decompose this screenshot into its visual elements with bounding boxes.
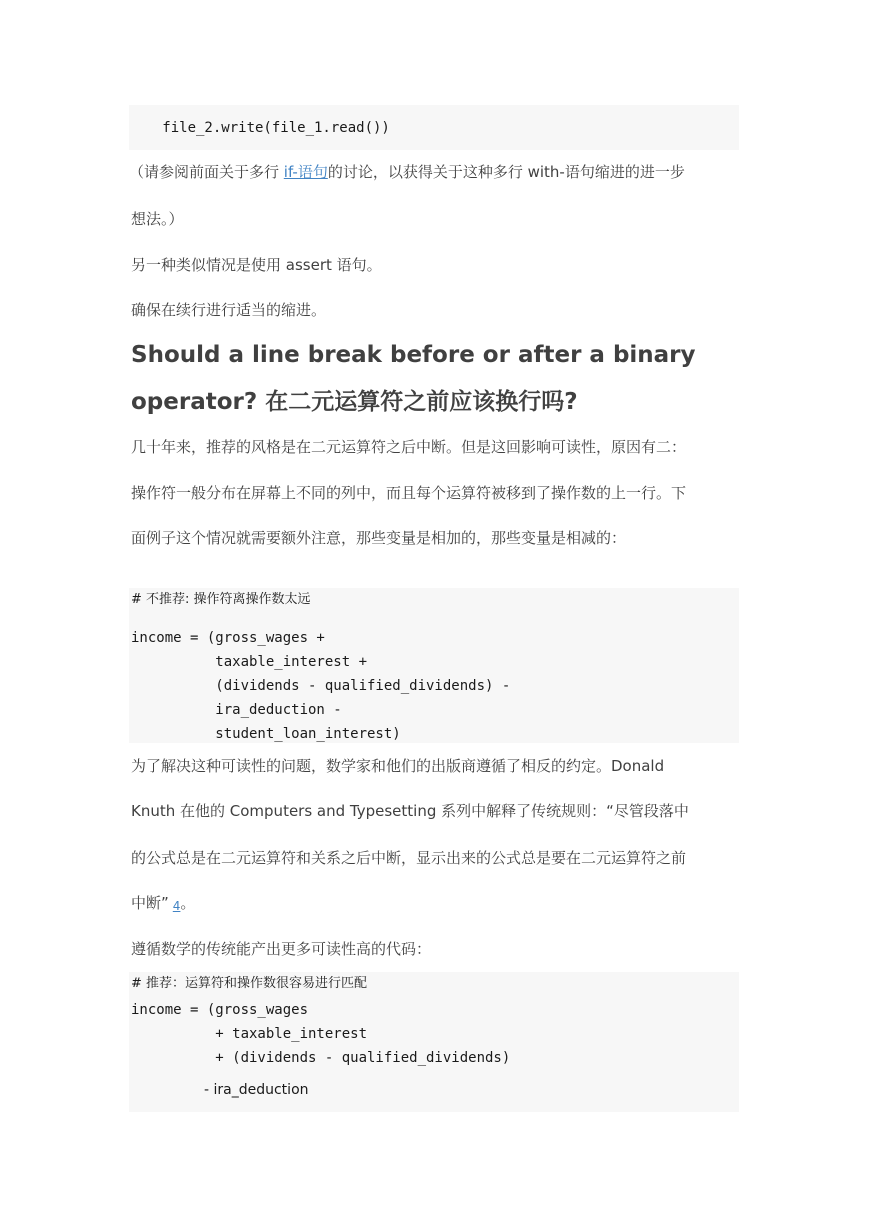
paragraph-text: 中断”: [131, 894, 169, 912]
code-line: - ira_deduction: [204, 1082, 309, 1098]
code-line: (dividends - qualified_dividends) -: [131, 678, 511, 694]
paragraph-text: 的讨论，以获得关于这种多行 with-语句缩进的进一步: [327, 163, 685, 181]
code-line: file_2.write(file_1.read()): [137, 120, 390, 136]
paragraph-line: Knuth 在他的 Computers and Typesetting 系列中解释了传统规则：“尽管段落中: [131, 802, 689, 820]
code-block-not-recommended: [129, 588, 739, 743]
code-line: ira_deduction -: [131, 702, 342, 718]
paragraph-line: 几十年来，推荐的风格是在二元运算符之后中断。但是这回影响可读性，原因有二：: [131, 438, 687, 456]
code-line: income = (gross_wages +: [131, 630, 325, 646]
if-statement-link[interactable]: if-语句: [283, 163, 328, 181]
paragraph-text: （请参阅前面关于多行: [129, 163, 284, 181]
paragraph-line: 的公式总是在二元运算符和关系之后中断，显示出来的公式总是要在二元运算符之前: [131, 849, 687, 867]
code-line: income = (gross_wages: [131, 1002, 309, 1018]
paragraph-text: 。: [180, 894, 196, 912]
code-line: + taxable_interest: [131, 1026, 368, 1042]
section-heading-line-2: operator? 在二元运算符之前应该换行吗?: [131, 389, 578, 415]
footnote-link[interactable]: 4: [172, 899, 181, 913]
code-comment: # 推荐：运算符和操作数很容易进行匹配: [131, 976, 368, 991]
code-comment: # 不推荐: 操作符离操作数太远: [131, 592, 311, 607]
paragraph-line: 想法。）: [131, 210, 184, 228]
paragraph-recommendation: 遵循数学的传统能产出更多可读性高的代码：: [131, 940, 432, 958]
code-line: + (dividends - qualified_dividends): [131, 1050, 511, 1066]
paragraph-line: [131, 893, 195, 916]
paragraph-assert: 另一种类似情况是使用 assert 语句。: [131, 256, 382, 274]
code-block-file-write: [129, 105, 739, 150]
paragraph-indent: 确保在续行进行适当的缩进。: [131, 301, 327, 319]
paragraph-line: 为了解决这种可读性的问题，数学家和他们的出版商遵循了相反的约定。Donald: [131, 757, 665, 775]
paragraph-multiline-with: [129, 162, 685, 182]
paragraph-line: 操作符一般分布在屏幕上不同的列中，而且每个运算符被移到了操作数的上一行。下: [131, 484, 687, 502]
paragraph-line: 面例子这个情况就需要额外注意，那些变量是相加的，那些变量是相减的：: [131, 529, 627, 547]
code-line: taxable_interest +: [131, 654, 368, 670]
section-heading-line-1: Should a line break before or after a binary: [131, 342, 696, 368]
code-line: student_loan_interest): [131, 726, 401, 742]
code-block-recommended: [129, 972, 739, 1112]
